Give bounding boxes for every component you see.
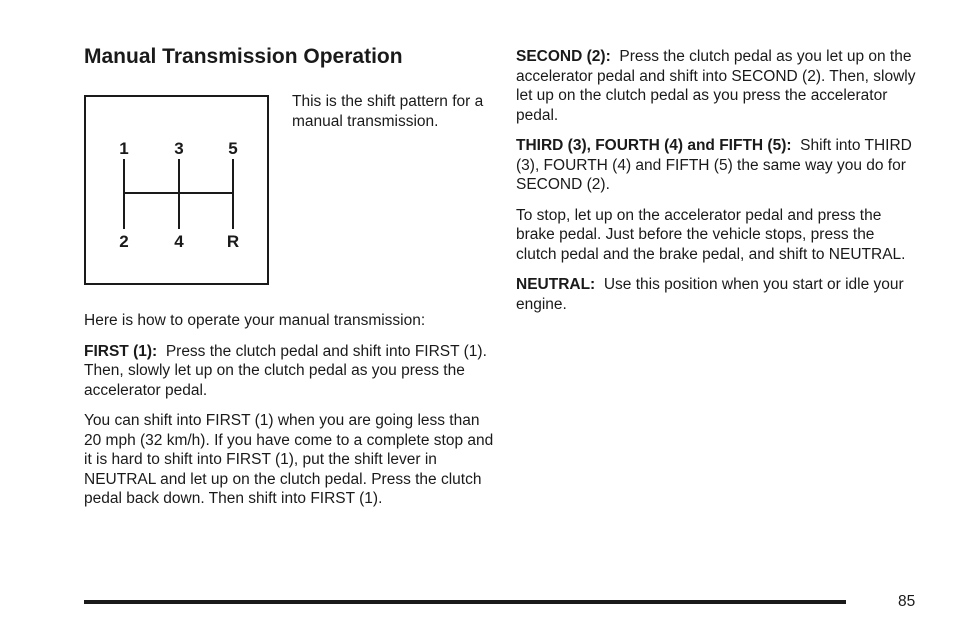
neutral-text: Use this position when you start or idle your engine. — [516, 276, 904, 313]
right-column — [516, 47, 916, 325]
footer-rule — [84, 600, 846, 604]
page-title: Manual Transmission Operation — [84, 45, 403, 68]
second-gear-paragraph — [516, 47, 916, 125]
shift-pattern-diagram — [84, 95, 269, 285]
neutral-label: NEUTRAL: — [516, 276, 596, 293]
gear-label-5: 5 — [228, 139, 238, 158]
second-gear-text: Press the clutch pedal as you let up on the accelerator pedal and shift into SECOND (2). Then, slowly let up on the clutch pedal as you press the accelerator pedal. — [516, 48, 916, 124]
left-column — [84, 311, 494, 520]
gear-label-3: 3 — [174, 139, 184, 158]
higher-gears-label: THIRD (3), FOURTH (4) and FIFTH (5): — [516, 137, 792, 154]
gear-label-4: 4 — [174, 232, 184, 251]
higher-gears-text: Shift into THIRD (3), FOURTH (4) and FIFTH (5) the same way you do for SECOND (2). — [516, 137, 912, 193]
neutral-paragraph — [516, 275, 916, 314]
intro-paragraph: Here is how to operate your manual transmission: — [84, 312, 426, 329]
stopping-paragraph: To stop, let up on the accelerator pedal and press the brake pedal. Just before the vehicle stops, press the clutch pedal and the brake pedal, and shift to NEUTRAL. — [516, 206, 906, 263]
first-gear-text: Press the clutch pedal and shift into FIRST (1). Then, slowly let up on the clutch pedal as you press the accelerator pedal. — [84, 342, 487, 399]
first-gear-label: FIRST (1): — [84, 342, 158, 360]
gear-label-r: R — [226, 232, 240, 251]
gear-label-2: 2 — [119, 232, 129, 251]
diagram-caption: This is the shift pattern for a manual transmission. — [292, 93, 484, 130]
first-gear-paragraph — [84, 342, 494, 401]
second-gear-label: SECOND (2): — [516, 48, 611, 65]
higher-gears-paragraph — [516, 136, 916, 195]
shift-pattern-graphic — [86, 97, 271, 287]
shift-into-first-paragraph: You can shift into FIRST (1) when you are going less than 20 mph (32 km/h). If you have come to a complete stop and it is hard to shift into FIRST (1), put the shift lever in NEUTRAL and let up on the clutch pedal. Press the clutch pedal back down. Then shift into FIRST (1). — [84, 412, 494, 507]
gear-label-1: 1 — [119, 139, 129, 158]
page-number: 85 — [898, 593, 916, 610]
